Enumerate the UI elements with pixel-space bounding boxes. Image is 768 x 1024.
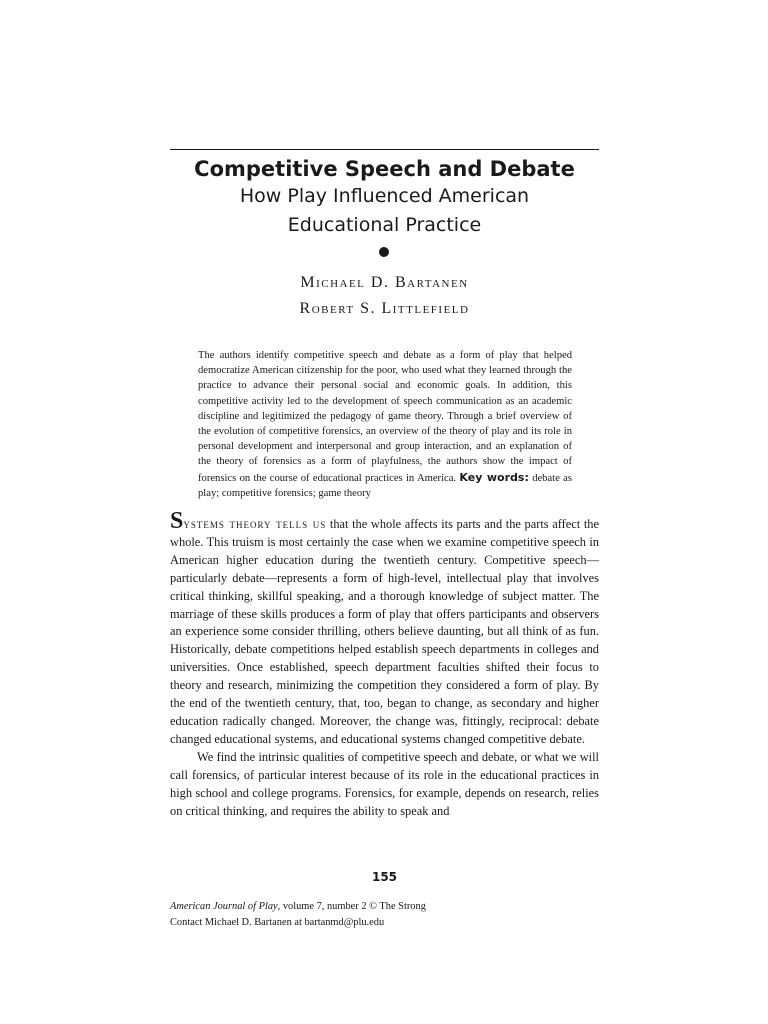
journal-name: American Journal of Play xyxy=(170,901,278,912)
subtitle-line: Educational Practice xyxy=(287,214,482,236)
author-name: Michael D. Bartanen xyxy=(300,274,469,291)
paragraph-text: that the whole affects its parts and the parts affect the whole. This truism is most certainly the case when we examine competitive speech in American higher education during the twentieth century. Competitive speech—particularly debate—represents a form of high-level, intellectual play that involves critical thinking, skillful speaking, and a thorough knowledge of subject matter. The marriage of these skills produces a form of play that offers participants and observers an experience some consider thrilling, others believe daunting, but all think of as fun. Historically, debate competitions helped establish speech departments in colleges and universities. Once established, speech department faculties shifted their focus to theory and research, minimizing the competition they considered a form of play. By the end of the twentieth century, that, too, began to change, as secondary and higher education radically changed. Moreover, the change was, fittingly, reciprocal: debate changed educational systems, and educational systems changed competitive debate. xyxy=(170,517,599,746)
citation-details: , volume 7, number 2 © The Strong xyxy=(277,901,426,912)
body-text xyxy=(170,508,599,820)
contact-line: Contact Michael D. Bartanen at bartanmd@plu.edu xyxy=(170,916,385,928)
top-rule xyxy=(170,149,599,150)
article-subtitle xyxy=(170,182,599,240)
lead-in-small-caps: ystems theory tells us xyxy=(183,517,327,531)
citation-line xyxy=(170,899,599,915)
author-name: Robert S. Littlefield xyxy=(299,300,470,317)
subtitle-line: How Play Influenced American xyxy=(239,185,530,207)
body-paragraph: We find the intrinsic qualities of competitive speech and debate, or what we will call forensics, of particular interest because of its role in the educational practices in high school and college programs. Forensics, for example, depends on research, relies on critical thinking, and requires the ability to speak and xyxy=(170,749,599,818)
abstract xyxy=(198,348,572,501)
body-paragraph xyxy=(170,508,599,749)
footer-citation xyxy=(170,899,599,930)
abstract-text: The authors identify competitive speech and debate as a form of play that helped democratize American citizenship for the poor, who used what they learned through the practice to advance their personal social and economic goals. In addition, this competitive activity led to the development of speech communication as an academic discipline and legitimized the pedagogy of game theory. Through a brief overview of the evolution of competitive forensics, an overview of the theory of play and its role in personal development and interpersonal and group interaction, and an explanation of the theory of forensics as a form of playfulness, the authors show the impact of forensics on the course of educational practices in America. xyxy=(198,350,572,484)
article-title: Competitive Speech and Debate xyxy=(194,157,575,181)
journal-page xyxy=(170,0,599,1024)
drop-cap: S xyxy=(170,508,184,534)
page-number: 155 xyxy=(371,870,398,884)
keywords-label: Key words: xyxy=(459,470,529,484)
keywords: debate as play; competitive forensics; game theory xyxy=(198,472,572,499)
title-ornament-bullet xyxy=(379,247,389,257)
